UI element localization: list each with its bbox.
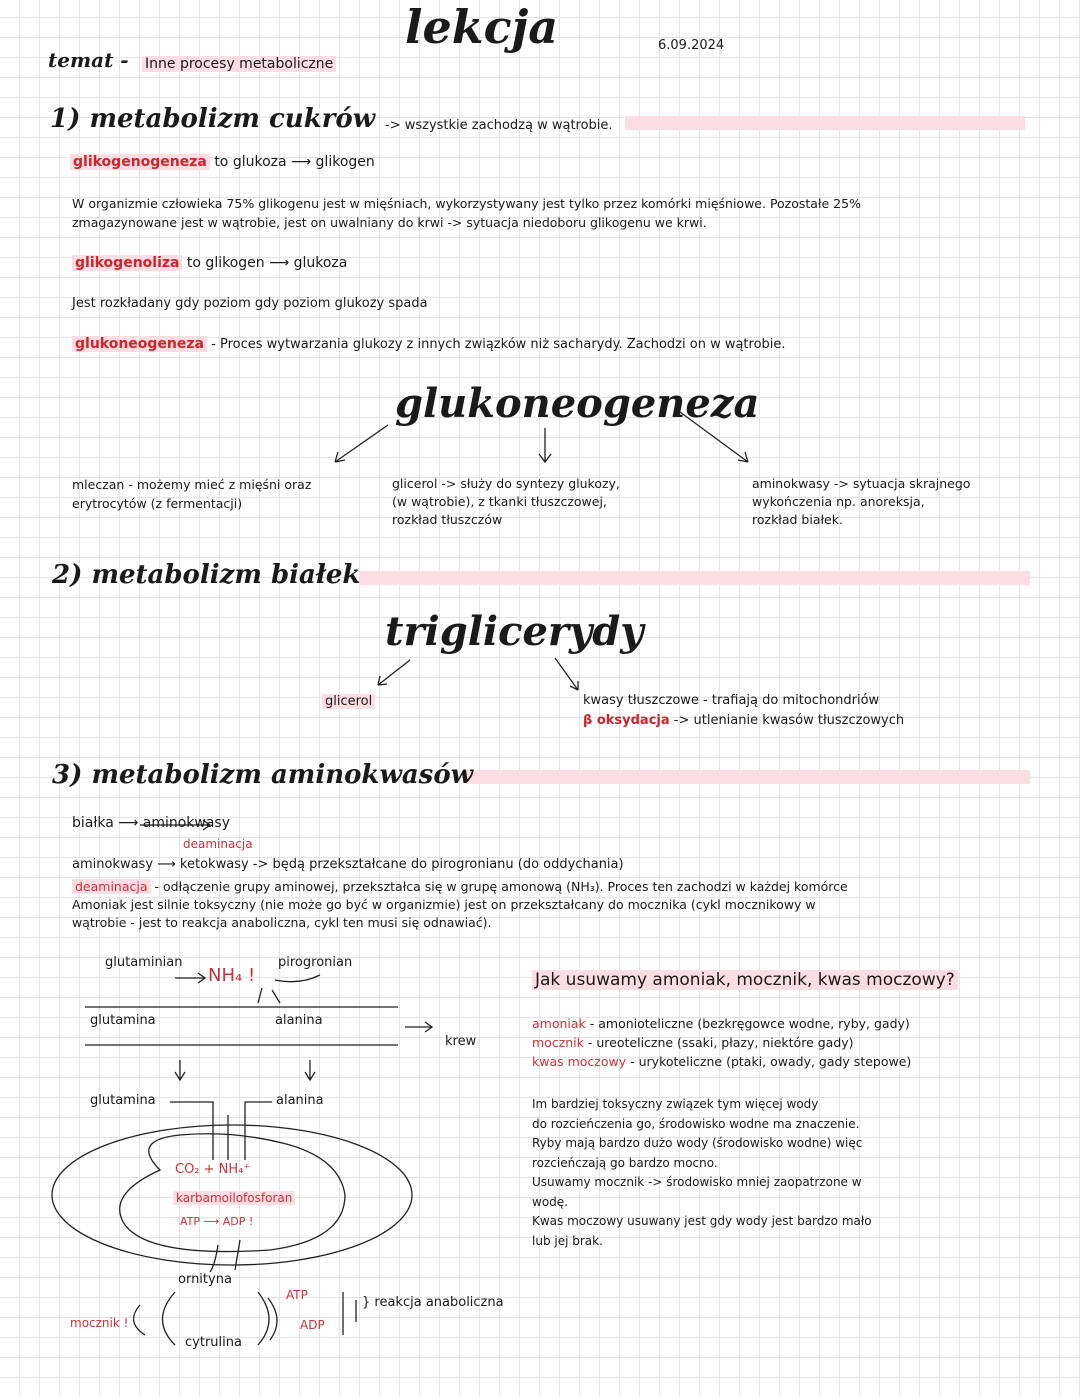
line: rozkład białek. [752,512,843,527]
definition: -> utlenianie kwasów tłuszczowych [673,713,905,728]
topic-label: temat - [48,48,129,72]
line: do rozcieńczenia go, środowisko wodne ma znaczenie. [532,1116,860,1131]
diagram-title: triglicerydy [385,608,644,655]
definition: - ureoteliczne (ssaki, płazy, niektóre gady) [587,1035,854,1050]
label-mocznik: mocznik ! [70,1316,129,1330]
highlight-bar [465,770,1030,784]
label-karbamoilofosforan: karbamoilofosforan [173,1191,295,1205]
label-ornityna: ornityna [178,1272,232,1287]
source-lactate [72,475,311,513]
line: Amoniak jest silnie toksyczny (nie może go być w organizmie) jest on przekształcany do mocznika (cykl mocznikowy w [72,897,816,912]
source-amino-acids [752,475,970,529]
definition: - urykoteliczne (ptaki, owady, gady stepowe) [630,1054,912,1069]
excretion-types [532,1014,911,1071]
paragraph [72,878,848,932]
label-atp-adp: ATP ⟶ ADP ! [180,1215,254,1228]
line: Ryby mają bardzo dużo wody (środowisko wodne) więc [532,1136,863,1150]
glycerol: glicerol [322,694,375,709]
source-glycerol [392,475,620,529]
line: (w wątrobie), z tkanki tłuszczowej, [392,494,607,509]
type-row [532,1033,911,1052]
line: aminokwasy -> sytuacja skrajnego [752,476,971,491]
term: glukoneogeneza [72,336,207,352]
label-co2: CO₂ + NH₄⁺ [175,1162,251,1177]
section-heading: 2) metabolizm białek [52,560,361,590]
type-row [532,1052,911,1071]
section-heading: 1) metabolizm cukrów [50,104,376,134]
line: rozcieńczają go bardzo mocno. [532,1155,718,1170]
term: β oksydacja [583,713,670,728]
line: Im bardziej toksyczny związek tym więcej wody [532,1097,819,1111]
label-glutamina: glutamina [90,1093,156,1108]
line: W organizmie człowieka 75% glikogenu jest w mięśniach, wykorzystywany jest tylko przez komórki mięśniowe. Pozostałe 25% [72,196,861,211]
type-row [532,1014,911,1033]
term: deaminacja [72,879,151,894]
label-pirogronian: pirogronian [278,955,353,970]
arrow-label: deaminacja [183,837,253,851]
section-note: -> wszystkie zachodzą w wątrobie. [385,118,613,133]
label-alanina: alanina [275,1013,323,1028]
topic: Inne procesy metaboliczne [142,56,336,72]
line: Usuwamy mocznik -> środowisko mniej zaopatrzone w [532,1175,862,1189]
line: mleczan - możemy mieć z mięśni oraz [72,477,312,492]
line: rozkład tłuszczów [392,512,503,527]
explanation [532,1095,872,1251]
term: glikogenoliza [72,255,182,271]
term: glikogenogeneza [70,154,210,170]
label-atp: ATP [286,1288,308,1302]
line: wykończenia np. anoreksja, [752,494,925,509]
line: erytrocytów (z fermentacji) [72,496,243,511]
text-line: aminokwasy ⟶ ketokwasy -> będą przekształcane do pirogronianu (do oddychania) [72,857,624,872]
label-adp: ADP [300,1318,325,1332]
text-line: Jest rozkładany gdy poziom gdy poziom glukozy spada [72,296,428,311]
term: kwas moczowy [532,1054,627,1069]
line: lub jej brak. [532,1233,603,1248]
definition: to glukoza ⟶ glikogen [214,154,375,170]
definition: to glikogen ⟶ glukoza [186,255,348,271]
label-reakcja-anaboliczna: } reakcja anaboliczna [362,1295,504,1310]
fatty-acids: kwasy tłuszczowe - trafiają do mitochondriów [583,693,880,708]
term: amoniak [532,1016,586,1031]
label-krew: krew [445,1034,477,1049]
diagram-title: glukoneogeneza [395,380,760,427]
line: glicerol -> służy do syntezy glukozy, [392,476,620,491]
date: 6.09.2024 [658,38,725,53]
definition: - amonioteliczne (bezkręgowce wodne, ryby, gady) [589,1016,910,1031]
text-line: białka ⟶ aminokwasy [72,815,231,831]
term: mocznik [532,1035,584,1050]
line: Kwas moczowy usuwany jest gdy wody jest bardzo mało [532,1214,872,1228]
line: wodę. [532,1194,568,1209]
label-glutamina: glutamina [90,1013,156,1028]
label-nh4: NH₄ ! [208,965,256,986]
page-title: lekcja [405,0,559,54]
question: Jak usuwamy amoniak, mocznik, kwas moczowy? [532,970,958,990]
definition: - Proces wytwarzania glukozy z innych związków niż sacharydy. Zachodzi on w wątrobie. [211,337,786,352]
line: wątrobie - jest to reakcja anaboliczna, cykl ten musi się odnawiać). [72,915,492,930]
label-alanina: alanina [276,1093,324,1108]
line: - odłączenie grupy aminowej, przekształca się w grupę amonową (NH₃). Proces ten zachodzi w każdej komórce [154,879,848,894]
highlight-bar [360,571,1030,585]
section-heading: 3) metabolizm aminokwasów [52,760,474,790]
label-glutaminian: glutaminian [105,955,183,970]
label-cytrulina: cytrulina [185,1335,242,1350]
line: zmagazynowane jest w wątrobie, jest on uwalniany do krwi -> sytuacja niedoboru glikogenu we krwi. [72,215,707,230]
